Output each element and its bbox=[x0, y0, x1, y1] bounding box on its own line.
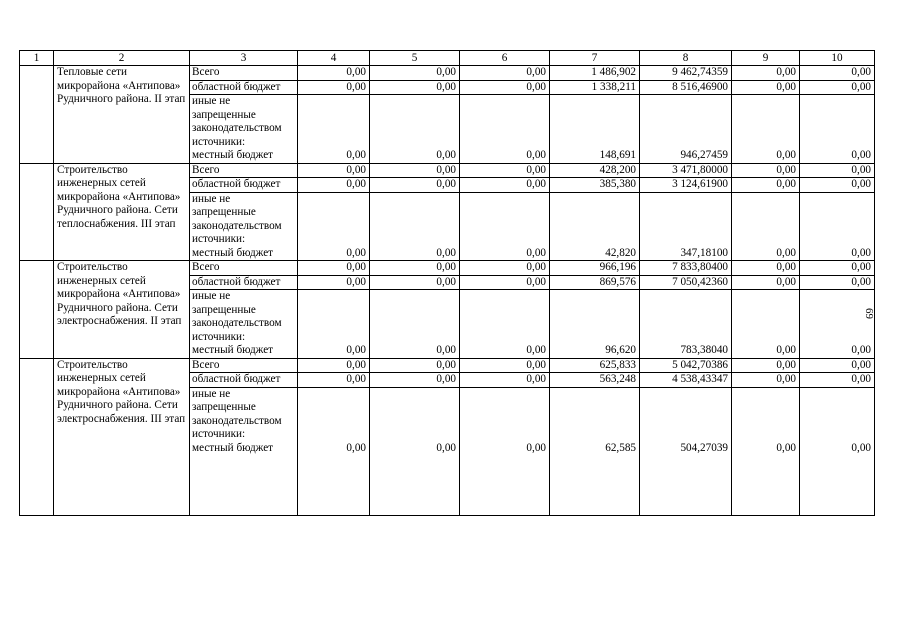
value-cell-col-10: 0,00 bbox=[800, 95, 875, 164]
project-name: Тепловые сети микрорайона «Антипова» Рудничного района. II этап bbox=[54, 66, 190, 164]
value-cell-col-5: 0,00 bbox=[370, 80, 460, 95]
value-cell-col-7: 563,248 bbox=[550, 373, 640, 388]
row-number-cell bbox=[20, 163, 54, 261]
value-cell-col-6: 0,00 bbox=[460, 387, 550, 515]
value-cell-col-4: 0,00 bbox=[298, 95, 370, 164]
value-cell-col-9: 0,00 bbox=[732, 178, 800, 193]
col-header-10: 10 bbox=[800, 51, 875, 66]
value-cell-col-7: 42,820 bbox=[550, 192, 640, 261]
value-cell-col-9: 0,00 bbox=[732, 95, 800, 164]
value-cell-col-7: 148,691 bbox=[550, 95, 640, 164]
value-cell-col-9: 0,00 bbox=[732, 290, 800, 359]
value-cell-col-5: 0,00 bbox=[370, 387, 460, 515]
value-cell-col-8: 3 124,61900 bbox=[640, 178, 732, 193]
value-cell-col-10: 0,00 bbox=[800, 66, 875, 81]
value-cell-col-10: 0,00 bbox=[800, 163, 875, 178]
funding-source-label: Всего bbox=[192, 66, 220, 78]
funding-source-label: областной бюджет bbox=[192, 178, 281, 190]
value-cell-col-10: 0,00 bbox=[800, 178, 875, 193]
value-cell-col-4: 0,00 bbox=[298, 163, 370, 178]
funding-source-cell bbox=[190, 95, 298, 164]
col-header-4: 4 bbox=[298, 51, 370, 66]
funding-source-cell bbox=[190, 163, 298, 178]
value-cell-col-6: 0,00 bbox=[460, 95, 550, 164]
funding-source-cell bbox=[190, 80, 298, 95]
col-header-1: 1 bbox=[20, 51, 54, 66]
row-number-cell bbox=[20, 66, 54, 164]
value-cell-col-8: 7 833,80400 bbox=[640, 261, 732, 276]
value-cell-col-5: 0,00 bbox=[370, 290, 460, 359]
funding-source-label: местный бюджет bbox=[192, 149, 274, 161]
value-cell-col-9: 0,00 bbox=[732, 192, 800, 261]
funding-source-label: областной бюджет bbox=[192, 275, 281, 288]
funding-source-cell bbox=[190, 261, 298, 276]
value-cell-col-6: 0,00 bbox=[460, 80, 550, 95]
page-number: 69 bbox=[863, 308, 875, 319]
value-cell-col-10: 0,00 bbox=[800, 373, 875, 388]
value-cell-col-10: 0,00 bbox=[800, 275, 875, 290]
value-cell-col-5: 0,00 bbox=[370, 192, 460, 261]
funding-source-cell bbox=[190, 178, 298, 193]
funding-source-cell bbox=[190, 290, 298, 359]
value-cell-col-8: 946,27459 bbox=[640, 95, 732, 164]
funding-source-label: Всего bbox=[192, 261, 220, 273]
value-cell-col-10: 0,00 bbox=[800, 192, 875, 261]
value-cell-col-5: 0,00 bbox=[370, 95, 460, 164]
value-cell-col-7: 96,620 bbox=[550, 290, 640, 359]
col-header-3: 3 bbox=[190, 51, 298, 66]
value-cell-col-4: 0,00 bbox=[298, 261, 370, 276]
project-name: Строительство инженерных сетей микрорайона «Антипова» Рудничного района. Сети теплоснабжения. III этап bbox=[54, 163, 190, 261]
value-cell-col-7: 1 486,902 bbox=[550, 66, 640, 81]
value-cell-col-5: 0,00 bbox=[370, 261, 460, 276]
value-cell-col-5: 0,00 bbox=[370, 358, 460, 373]
value-cell-col-4: 0,00 bbox=[298, 373, 370, 388]
value-cell-col-9: 0,00 bbox=[732, 358, 800, 373]
row-number-cell bbox=[20, 358, 54, 515]
value-cell-col-5: 0,00 bbox=[370, 275, 460, 290]
other-sources-label: иные не запрещенные законодательством источники: bbox=[192, 290, 282, 343]
value-cell-col-10: 0,00 bbox=[800, 387, 875, 515]
value-cell-col-7: 385,380 bbox=[550, 178, 640, 193]
value-cell-col-7: 966,196 bbox=[550, 261, 640, 276]
value-cell-col-6: 0,00 bbox=[460, 261, 550, 276]
col-header-9: 9 bbox=[732, 51, 800, 66]
value-cell-col-8: 3 471,80000 bbox=[640, 163, 732, 178]
value-cell-col-4: 0,00 bbox=[298, 387, 370, 515]
value-cell-col-7: 625,833 bbox=[550, 358, 640, 373]
funding-source-cell bbox=[190, 192, 298, 261]
value-cell-col-6: 0,00 bbox=[460, 66, 550, 81]
value-cell-col-10: 0,00 bbox=[800, 290, 875, 359]
value-cell-col-9: 0,00 bbox=[732, 275, 800, 290]
value-cell-col-9: 0,00 bbox=[732, 163, 800, 178]
value-cell-col-7: 62,585 bbox=[550, 387, 640, 515]
value-cell-col-5: 0,00 bbox=[370, 373, 460, 388]
funding-source-label: областной бюджет bbox=[192, 80, 281, 93]
value-cell-col-6: 0,00 bbox=[460, 290, 550, 359]
value-cell-col-4: 0,00 bbox=[298, 80, 370, 95]
value-cell-col-8: 783,38040 bbox=[640, 290, 732, 359]
project-name: Строительство инженерных сетей микрорайона «Антипова» Рудничного района. Сети электроснабжения. II этап bbox=[54, 261, 190, 359]
value-cell-col-10: 0,00 bbox=[800, 80, 875, 95]
funding-source-cell bbox=[190, 387, 298, 515]
value-cell-col-6: 0,00 bbox=[460, 275, 550, 290]
funding-source-cell bbox=[190, 373, 298, 388]
value-cell-col-9: 0,00 bbox=[732, 66, 800, 81]
funding-source-cell bbox=[190, 358, 298, 373]
budget-table bbox=[19, 50, 875, 516]
col-header-6: 6 bbox=[460, 51, 550, 66]
value-cell-col-5: 0,00 bbox=[370, 163, 460, 178]
value-cell-col-8: 347,18100 bbox=[640, 192, 732, 261]
value-cell-col-4: 0,00 bbox=[298, 178, 370, 193]
table-row bbox=[20, 66, 875, 81]
value-cell-col-8: 9 462,74359 bbox=[640, 66, 732, 81]
value-cell-col-4: 0,00 bbox=[298, 275, 370, 290]
value-cell-col-5: 0,00 bbox=[370, 178, 460, 193]
header-row bbox=[20, 51, 875, 66]
value-cell-col-4: 0,00 bbox=[298, 290, 370, 359]
value-cell-col-9: 0,00 bbox=[732, 80, 800, 95]
value-cell-col-9: 0,00 bbox=[732, 373, 800, 388]
funding-source-label: местный бюджет bbox=[192, 441, 274, 454]
value-cell-col-9: 0,00 bbox=[732, 387, 800, 515]
value-cell-col-9: 0,00 bbox=[732, 261, 800, 276]
value-cell-col-6: 0,00 bbox=[460, 163, 550, 178]
table-row bbox=[20, 358, 875, 373]
value-cell-col-5: 0,00 bbox=[370, 66, 460, 81]
table-row bbox=[20, 261, 875, 276]
col-header-7: 7 bbox=[550, 51, 640, 66]
funding-source-cell bbox=[190, 66, 298, 81]
other-sources-label: иные не запрещенные законодательством источники: bbox=[192, 95, 282, 148]
value-cell-col-6: 0,00 bbox=[460, 192, 550, 261]
value-cell-col-7: 869,576 bbox=[550, 275, 640, 290]
value-cell-col-8: 5 042,70386 bbox=[640, 358, 732, 373]
value-cell-col-8: 504,27039 bbox=[640, 387, 732, 515]
value-cell-col-8: 8 516,46900 bbox=[640, 80, 732, 95]
funding-source-label: местный бюджет bbox=[192, 246, 274, 259]
value-cell-col-4: 0,00 bbox=[298, 66, 370, 81]
funding-source-label: Всего bbox=[192, 358, 220, 371]
value-cell-col-8: 4 538,43347 bbox=[640, 373, 732, 388]
value-cell-col-10: 0,00 bbox=[800, 358, 875, 373]
funding-source-label: Всего bbox=[192, 163, 220, 176]
value-cell-col-7: 428,200 bbox=[550, 163, 640, 178]
col-header-2: 2 bbox=[54, 51, 190, 66]
other-sources-label: иные не запрещенные законодательством источники: bbox=[192, 192, 282, 245]
value-cell-col-4: 0,00 bbox=[298, 192, 370, 261]
funding-source-cell bbox=[190, 275, 298, 290]
other-sources-label: иные не запрещенные законодательством источники: bbox=[192, 387, 282, 440]
value-cell-col-6: 0,00 bbox=[460, 373, 550, 388]
row-number-cell bbox=[20, 261, 54, 359]
budget-table-page bbox=[19, 50, 874, 516]
funding-source-label: областной бюджет bbox=[192, 373, 281, 385]
value-cell-col-6: 0,00 bbox=[460, 358, 550, 373]
value-cell-col-10: 0,00 bbox=[800, 261, 875, 276]
table-row bbox=[20, 163, 875, 178]
col-header-8: 8 bbox=[640, 51, 732, 66]
value-cell-col-8: 7 050,42360 bbox=[640, 275, 732, 290]
value-cell-col-4: 0,00 bbox=[298, 358, 370, 373]
project-name: Строительство инженерных сетей микрорайона «Антипова» Рудничного района. Сети электроснабжения. III этап bbox=[54, 358, 190, 515]
value-cell-col-6: 0,00 bbox=[460, 178, 550, 193]
value-cell-col-7: 1 338,211 bbox=[550, 80, 640, 95]
funding-source-label: местный бюджет bbox=[192, 344, 274, 356]
col-header-5: 5 bbox=[370, 51, 460, 66]
